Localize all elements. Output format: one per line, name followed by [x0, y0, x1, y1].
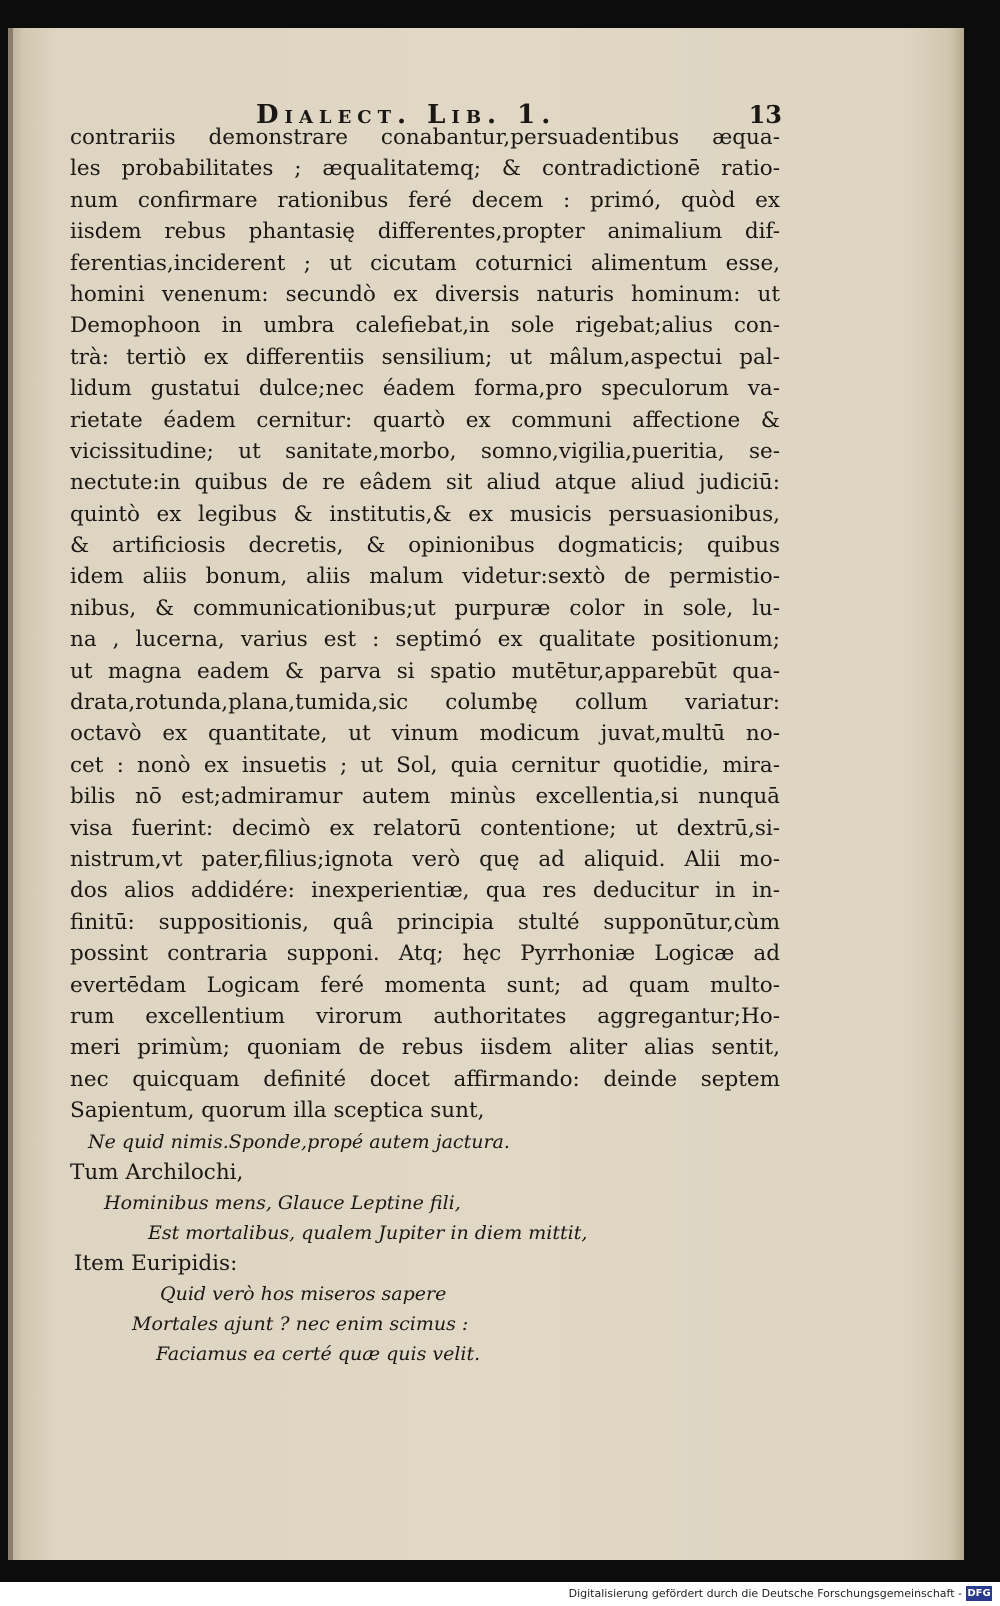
text-line: drata,rotunda,plana,tumida,sic columbę collum variatur: — [70, 690, 780, 716]
verse-line: Ne quid nimis.Sponde,propé autem jactura. — [88, 1130, 510, 1153]
text-line: nectute:in quibus de re eâdem sit aliud atque aliud judiciū: — [70, 470, 780, 496]
text-line: meri primùm; quoniam de rebus iisdem aliter alias sentit, — [70, 1035, 780, 1061]
text-line: les probabilitates ; æqualitatemq; & contradictionē ratio- — [70, 156, 780, 182]
verse-block — [70, 1127, 780, 1369]
text-line: Demophoon in umbra calefiebat,in sole rigebat;alius con- — [70, 313, 780, 339]
verse-intro: Item Euripidis: — [74, 1250, 238, 1276]
footer-credit: Digitalisierung gefördert durch die Deutsche Forschungsgemeinschaft - — [568, 1587, 962, 1600]
text-line: ferentias,inciderent ; ut cicutam coturnici alimentum esse, — [70, 250, 780, 276]
text-line: trà: tertiò ex differentiis sensilium; ut mâlum,aspectui pal- — [70, 344, 780, 370]
text-line: Sapientum, quorum illa sceptica sunt, — [70, 1098, 485, 1124]
verse-line: Quid verò hos miseros sapere — [160, 1282, 447, 1305]
verse-intro: Tum Archilochi, — [70, 1159, 244, 1185]
text-line: bilis nō est;admiramur autem minùs excellentia,si nunquā — [70, 784, 780, 810]
text-line: homini venenum: secundò ex diversis naturis hominum: ut — [70, 281, 780, 307]
text-line: lidum gustatui dulce;nec éadem forma,pro speculorum va- — [70, 376, 780, 402]
text-line: quintò ex legibus & institutis,& ex musicis persuasionibus, — [70, 501, 780, 527]
page-number: 13 — [748, 100, 782, 129]
text-line: finitū: suppositionis, quâ principia stulté supponūtur,cùm — [70, 909, 780, 935]
text-line: nibus, & communicationibus;ut purpuræ color in sole, lu- — [70, 595, 780, 621]
text-line: dos alios addidére: inexperientiæ, qua res deducitur in in- — [70, 878, 780, 904]
verse-line: Faciamus ea certé quæ quis velit. — [156, 1342, 481, 1365]
page-content — [70, 70, 780, 1369]
text-line: iisdem rebus phantasię differentes,propter animalium dif- — [70, 219, 780, 245]
text-line: idem aliis bonum, aliis malum videtur:sextò de permistio- — [70, 564, 780, 590]
page-edge — [8, 28, 13, 1560]
text-line: num confirmare rationibus feré decem : primó, quòd ex — [70, 187, 780, 213]
text-line: contrariis demonstrare conabantur,persuadentibus æqua- — [70, 125, 780, 150]
footer-bar — [0, 1582, 1000, 1606]
text-line: vicissitudine; ut sanitate,morbo, somno,vigilia,pueritia, se- — [70, 438, 780, 464]
text-line: visa fuerint: decimò ex relatorū contentione; ut dextrū,si- — [70, 815, 780, 841]
dfg-logo: DFG — [967, 1588, 991, 1599]
page-header — [70, 70, 782, 130]
verse-line: Hominibus mens, Glauce Leptine fili, — [104, 1191, 461, 1214]
running-head: Dialect. Lib. 1. — [256, 100, 557, 130]
text-line: rietate éadem cernitur: quartò ex communi affectione & — [70, 407, 780, 433]
text-line: na , lucerna, varius est : septimó ex qualitate positionum; — [70, 627, 780, 653]
text-line: ut magna eadem & parva si spatio mutētur,apparebūt qua- — [70, 658, 780, 684]
text-line: cet : nonò ex insuetis ; ut Sol, quia cernitur quotidie, mira- — [70, 752, 780, 778]
text-line: & artificiosis decretis, & opinionibus dogmaticis; quibus — [70, 533, 780, 559]
text-line: possint contraria supponi. Atq; hęc Pyrrhoniæ Logicæ ad — [70, 941, 780, 967]
verse-line: Est mortalibus, qualem Jupiter in diem mittit, — [148, 1221, 588, 1244]
verse-line: Mortales ajunt ? nec enim scimus : — [132, 1312, 469, 1335]
body-text — [70, 122, 780, 1127]
text-line: octavò ex quantitate, ut vinum modicum juvat,multū no- — [70, 721, 780, 747]
text-line: nistrum,vt pater,filius;ignota verò quę ad aliquid. Alii mo- — [70, 846, 780, 872]
text-line: nec quicquam definité docet affirmando: deinde septem — [70, 1066, 780, 1092]
text-line: rum excellentium virorum authoritates aggregantur;Ho- — [70, 1003, 780, 1029]
text-line: evertēdam Logicam feré momenta sunt; ad quam multo- — [70, 972, 780, 998]
